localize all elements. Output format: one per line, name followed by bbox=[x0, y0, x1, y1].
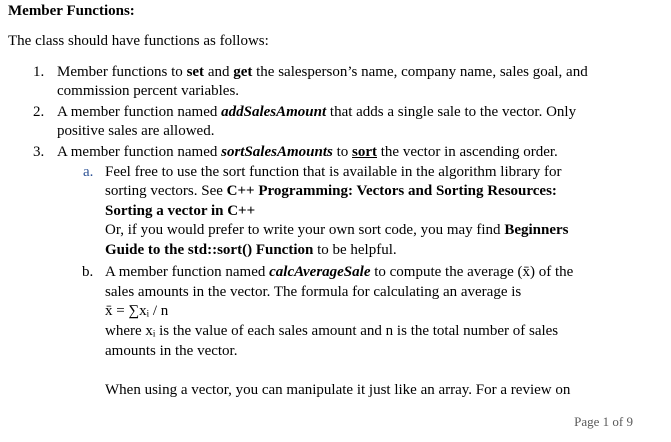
list-number-3: 3. bbox=[33, 144, 45, 160]
sub-b-line-1: A member function named calcAverageSale to compute the average (x̄) of the bbox=[105, 264, 574, 280]
sub-a-line-5: Guide to the std::sort() Function to be helpful. bbox=[105, 242, 397, 258]
intro-text: The class should have functions as follows: bbox=[8, 33, 269, 49]
list-item-2-line-2: positive sales are allowed. bbox=[57, 123, 215, 139]
sub-a-line-4: Or, if you would prefer to write your own sort code, you may find Beginners bbox=[105, 222, 569, 238]
sub-b-line-2: sales amounts in the vector. The formula for calculating an average is bbox=[105, 284, 522, 300]
formula: x̄ = ∑xᵢ / n bbox=[105, 303, 169, 319]
sub-b-line-5: amounts in the vector. bbox=[105, 343, 238, 359]
section-heading: Member Functions: bbox=[8, 3, 135, 19]
sub-b-line-4: where xᵢ is the value of each sales amount and n is the total number of sales bbox=[105, 323, 559, 339]
list-item-2-line-1: A member function named addSalesAmount that adds a single sale to the vector. Only bbox=[57, 104, 577, 120]
list-item-1-line-2: commission percent variables. bbox=[57, 83, 240, 99]
list-number-2: 2. bbox=[33, 104, 45, 120]
sub-a-line-1: Feel free to use the sort function that is available in the algorithm library for bbox=[105, 164, 562, 180]
sub-a-line-3: Sorting a vector in C++ bbox=[105, 203, 256, 219]
vector-note: When using a vector, you can manipulate it just like an array. For a review on bbox=[105, 382, 571, 398]
sub-a-line-2: sorting vectors. See C++ Programming: Vectors and Sorting Resources: bbox=[105, 183, 557, 199]
page-number: Page 1 of 9 bbox=[574, 414, 633, 429]
list-item-3-line-1: A member function named sortSalesAmounts to sort the vector in ascending order. bbox=[57, 144, 558, 160]
list-item-1-line-1: Member functions to set and get the salesperson’s name, company name, sales goal, and bbox=[57, 64, 588, 80]
sublist-letter-b: b. bbox=[82, 264, 94, 280]
list-number-1: 1. bbox=[33, 64, 45, 80]
sublist-letter-a: a. bbox=[83, 164, 94, 180]
